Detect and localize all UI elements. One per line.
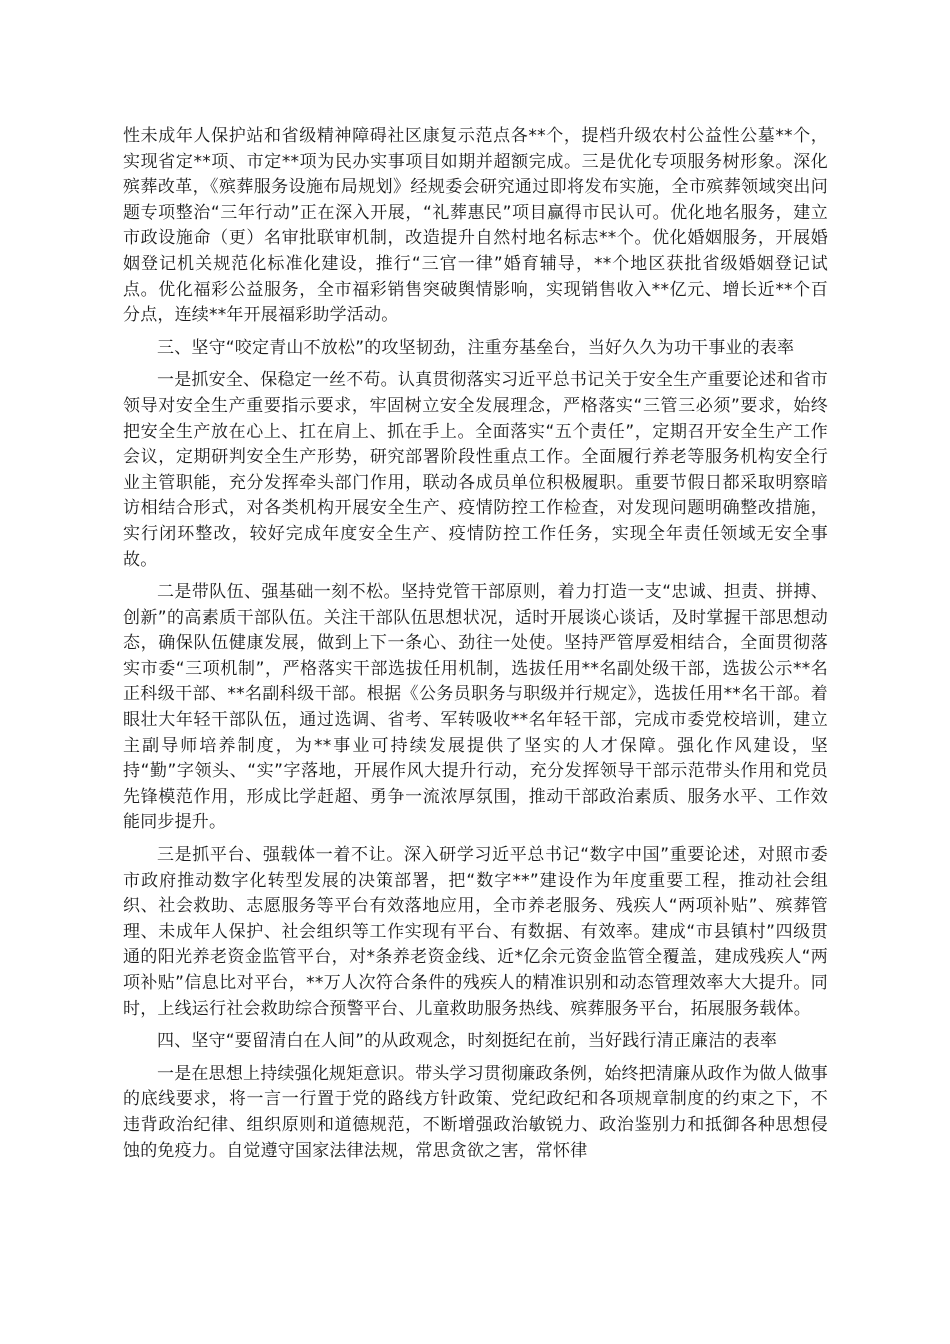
section-heading-3: 三、坚守“咬定青山不放松”的攻坚韧劲，注重夯基垒台，当好久久为功干事业的表率	[157, 337, 795, 358]
paragraph-safety: 一是抓安全、保稳定一丝不苟。认真贯彻落实习近平总书记关于安全生产重要论述和省市领导对安全生产重要指示要求，牢固树立安全发展理念，严格落实“三管三必须”要求，始终把安全生产放在心上、扛在肩上、抓在手上。全面落实“五个责任”，定期召开安全生产工作会议，定期研判安全生产形势，研究部署阶段性重点工作。全面履行养老等服务机构安全行业主管职能，充分发挥牵头部门作用，联动各成员单位积极履职。重要节假日都采取明察暗访相结合形式，对各类机构开展安全生产、疫情防控工作检查，对发现问题明确整改措施，实行闭环整改，较好完成年度安全生产、疫情防控工作任务，实现全年责任领域无安全事故。	[123, 370, 828, 570]
document-page	[123, 124, 828, 1171]
paragraph-platform: 三是抓平台、强载体一着不让。深入研学习近平总书记“数字中国”重要论述，对照市委市政府推动数字化转型发展的决策部署，把“数字**”建设作为年度重要工程，推动社会组织、社会救助、志愿服务等平台有效落地应用，全市养老服务、残疾人“两项补贴”、殡葬管理、未成年人保护、社会组织等工作实现有平台、有数据、有效率。建成“市县镇村”四级贯通的阳光养老资金监管平台，对*条养老资金线、近*亿余元资金监管全覆盖，建成残疾人“两项补贴”信息比对平台，**万人次符合条件的残疾人的精准识别和动态管理效率大大提升。同时，上线运行社会救助综合预警平台、儿童救助服务热线、殡葬服务平台，拓展服务载体。	[123, 845, 828, 1019]
section-heading-4: 四、坚守“要留清白在人间”的从政观念，时刻挺纪在前，当好践行清正廉洁的表率	[157, 1031, 778, 1052]
paragraph-discipline: 一是在思想上持续强化规矩意识。带头学习贯彻廉政条例，始终把清廉从政作为做人做事的底线要求，将一言一行置于党的路线方针政策、党纪政纪和各项规章制度的约束之下，不违背政治纪律、组织原则和道德规范，不断增强政治敏锐力、政治鉴别力和抵御各种思想侵蚀的免疫力。自觉遵守国家法律法规，常思贪欲之害，常怀律	[123, 1063, 828, 1161]
paragraph-1: 性未成年人保护站和省级精神障碍社区康复示范点各**个，提档升级农村公益性公墓**个，实现省定**项、市定**项为民办实事项目如期并超额完成。三是优化专项服务树形象。深化殡葬改革，《殡葬服务设施布局规划》经规委会研究通过即将发布实施，全市殡葬领域突出问题专项整治“三年行动”正在深入开展，“礼葬惠民”项目赢得市民认可。优化地名服务，建立市政设施命（更）名审批联审机制，改造提升自然村地名标志**个。优化婚姻服务，开展婚姻登记机关规范化标准化建设，推行“三官一律”婚育辅导，**个地区获批省级婚姻登记试点。优化福彩公益服务，全市福彩销售突破舆情影响，实现销售收入**亿元、增长近**个百分点，连续**年开展福彩助学活动。	[123, 126, 828, 326]
paragraph-team: 二是带队伍、强基础一刻不松。坚持党管干部原则，着力打造一支“忠诚、担责、拼搏、创新”的高素质干部队伍。关注干部队伍思想状况，适时开展谈心谈话，及时掌握干部思想动态，确保队伍健康发展，做到上下一条心、劲往一处使。坚持严管厚爱相结合，全面贯彻落实市委“三项机制”，严格落实干部选拔任用机制，选拔任用**名副处级干部，选拔公示**名正科级干部、**名副科级干部。根据《公务员职务与职级并行规定》，选拔任用**名干部。着眼壮大年轻干部队伍，通过选调、省考、军转吸收**名年轻干部，完成市委党校培训，建立主副导师培养制度，为**事业可持续发展提供了坚实的人才保障。强化作风建设，坚持“勤”字领头、“实”字落地，开展作风大提升行动，充分发挥领导干部示范带头作用和党员先锋模范作用，形成比学赶超、勇争一流浓厚氛围，推动干部政治素质、服务水平、工作效能同步提升。	[123, 582, 828, 833]
